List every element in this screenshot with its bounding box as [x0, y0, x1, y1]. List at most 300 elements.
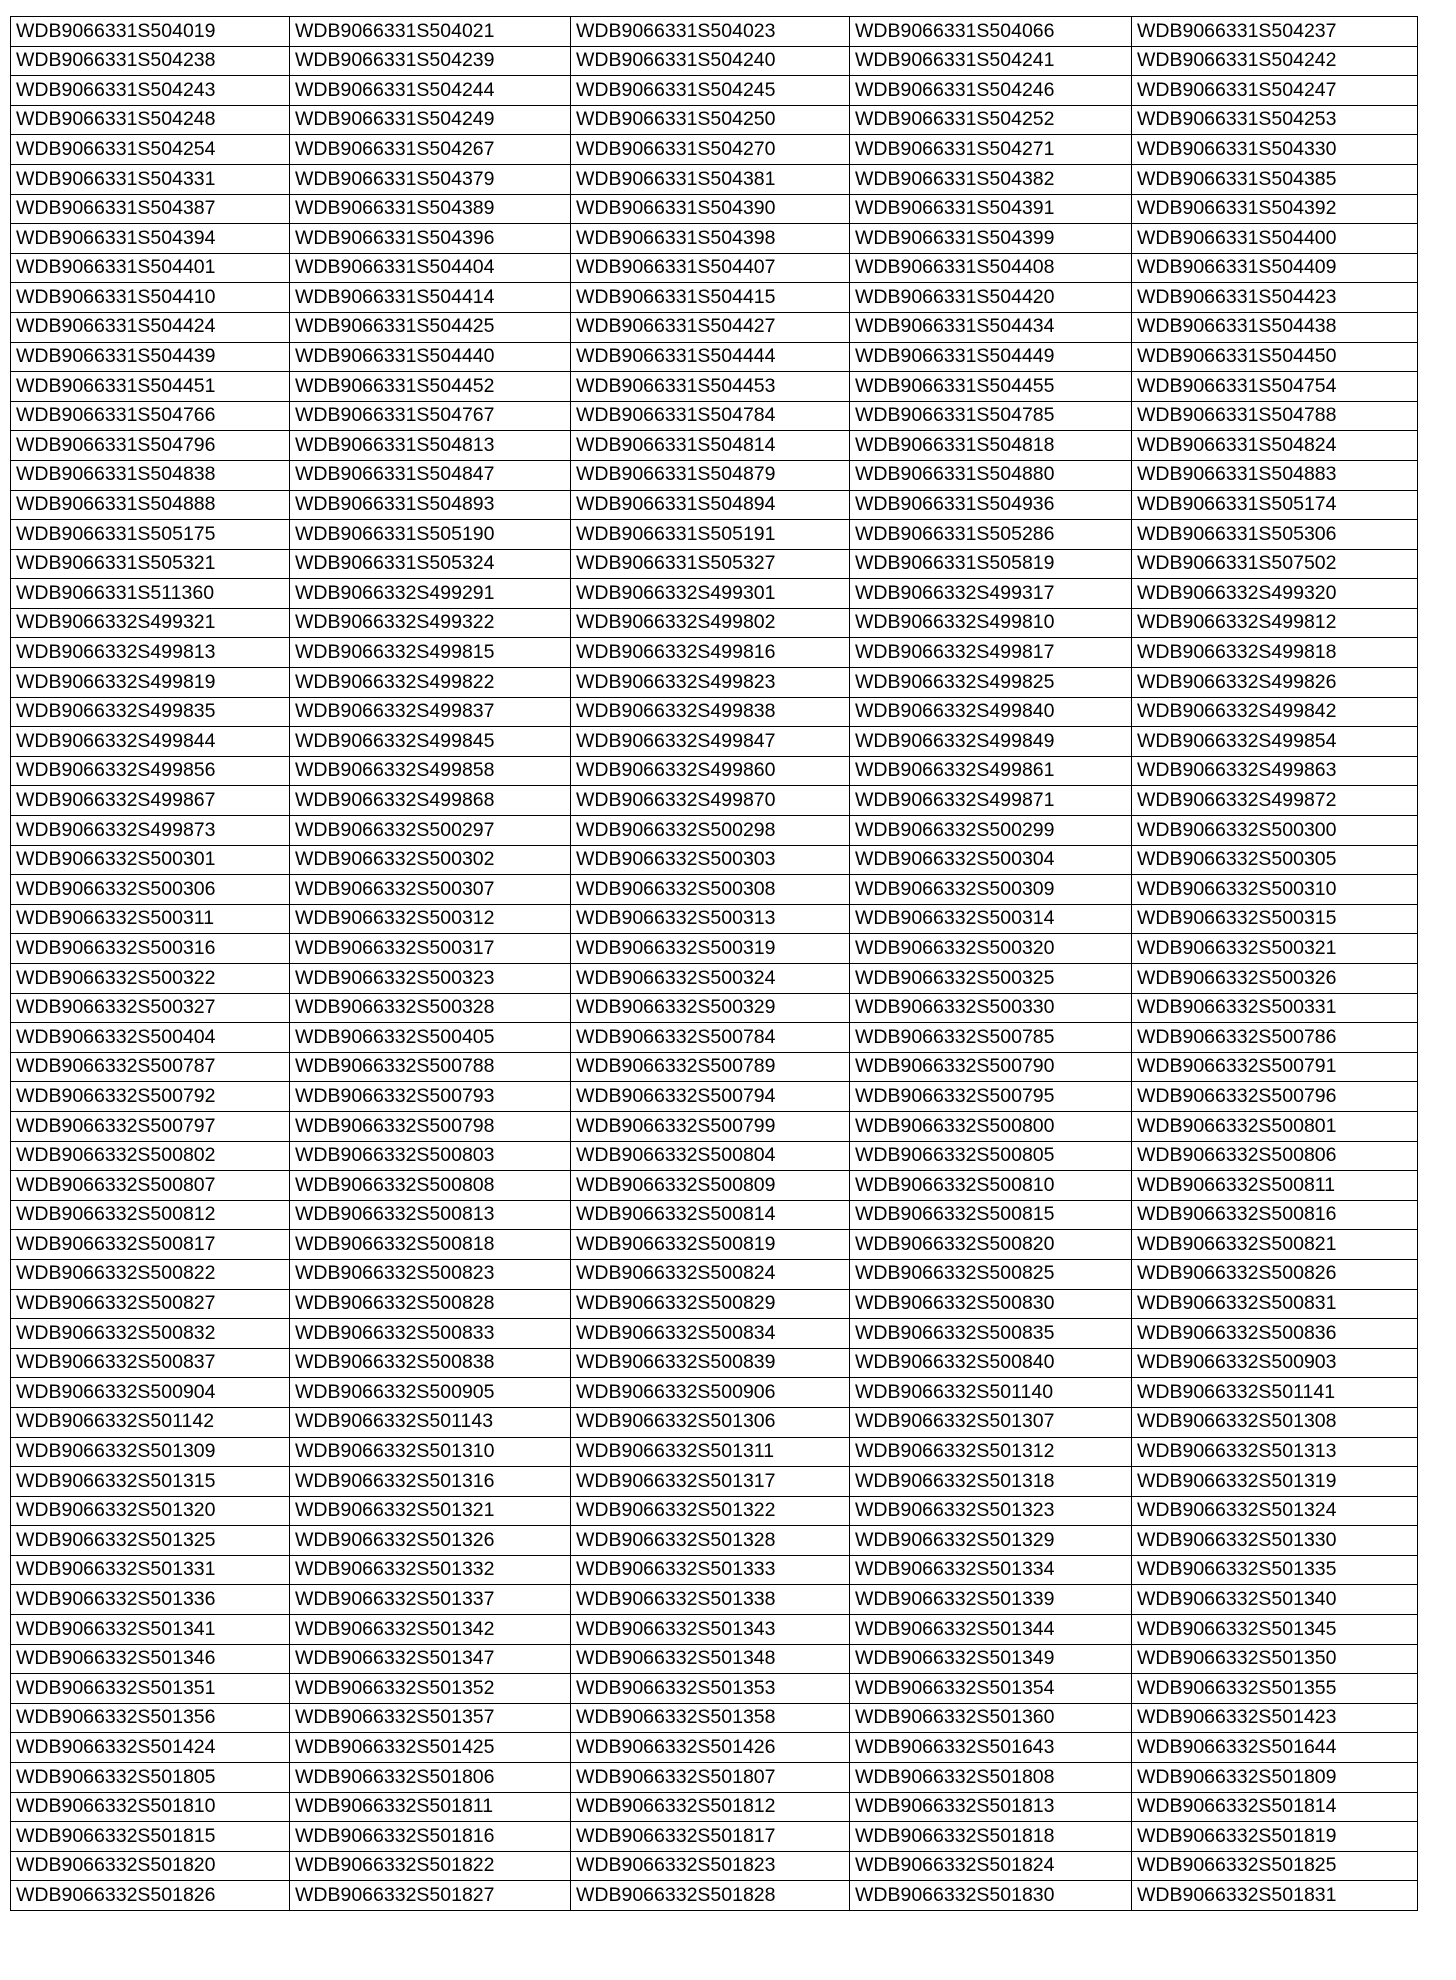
table-row	[11, 1437, 1418, 1467]
vin-cell: WDB9066332S501343	[571, 1615, 850, 1645]
vin-cell: WDB9066332S501356	[11, 1703, 290, 1733]
vin-cell: WDB9066331S504331	[11, 164, 290, 194]
vin-cell: WDB9066332S501812	[571, 1792, 850, 1822]
vin-cell: WDB9066332S501822	[290, 1851, 571, 1881]
vin-cell: WDB9066332S499838	[571, 697, 850, 727]
table-row	[11, 579, 1418, 609]
vin-cell: WDB9066331S504888	[11, 490, 290, 520]
vin-cell: WDB9066331S504244	[290, 76, 571, 106]
vin-cell: WDB9066332S500309	[850, 875, 1132, 905]
vin-cell: WDB9066332S500784	[571, 1023, 850, 1053]
vin-cell: WDB9066331S505191	[571, 520, 850, 550]
table-row	[11, 1141, 1418, 1171]
vin-cell: WDB9066331S504414	[290, 283, 571, 313]
vin-cell: WDB9066332S499873	[11, 816, 290, 846]
vin-cell: WDB9066332S499825	[850, 668, 1132, 698]
vin-cell: WDB9066332S501349	[850, 1644, 1132, 1674]
vin-cell: WDB9066332S500838	[290, 1348, 571, 1378]
table-row	[11, 1792, 1418, 1822]
vin-cell: WDB9066331S505190	[290, 520, 571, 550]
vin-cell: WDB9066332S499813	[11, 638, 290, 668]
table-row	[11, 164, 1418, 194]
vin-cell: WDB9066331S504451	[11, 372, 290, 402]
vin-cell: WDB9066331S504066	[850, 17, 1132, 47]
table-row	[11, 993, 1418, 1023]
vin-cell: WDB9066331S504396	[290, 224, 571, 254]
vin-cell: WDB9066332S501323	[850, 1496, 1132, 1526]
vin-cell: WDB9066332S499321	[11, 608, 290, 638]
vin-cell: WDB9066332S501318	[850, 1467, 1132, 1497]
vin-cell: WDB9066332S501328	[571, 1526, 850, 1556]
vin-cell: WDB9066332S501815	[11, 1822, 290, 1852]
vin-cell: WDB9066331S504767	[290, 401, 571, 431]
vin-cell: WDB9066331S504267	[290, 135, 571, 165]
vin-cell: WDB9066331S504754	[1132, 372, 1418, 402]
vin-cell: WDB9066331S504785	[850, 401, 1132, 431]
table-row	[11, 1881, 1418, 1911]
vin-cell: WDB9066331S504407	[571, 253, 850, 283]
vin-cell: WDB9066331S504399	[850, 224, 1132, 254]
vin-cell: WDB9066331S504838	[11, 460, 290, 490]
table-row	[11, 283, 1418, 313]
vin-cell: WDB9066331S504391	[850, 194, 1132, 224]
vin-cell: WDB9066331S504250	[571, 105, 850, 135]
vin-cell: WDB9066332S500405	[290, 1023, 571, 1053]
table-row	[11, 1526, 1418, 1556]
vin-cell: WDB9066332S500819	[571, 1230, 850, 1260]
vin-cell: WDB9066332S500788	[290, 1052, 571, 1082]
vin-cell: WDB9066332S500827	[11, 1289, 290, 1319]
vin-cell: WDB9066332S499317	[850, 579, 1132, 609]
vin-cell: WDB9066332S501319	[1132, 1467, 1418, 1497]
vin-cell: WDB9066331S505327	[571, 549, 850, 579]
vin-cell: WDB9066332S500329	[571, 993, 850, 1023]
vin-cell: WDB9066332S501333	[571, 1555, 850, 1585]
vin-cell: WDB9066332S501816	[290, 1822, 571, 1852]
table-row	[11, 727, 1418, 757]
vin-cell: WDB9066332S501324	[1132, 1496, 1418, 1526]
vin-cell: WDB9066332S500321	[1132, 934, 1418, 964]
vin-cell: WDB9066332S501805	[11, 1763, 290, 1793]
vin-cell: WDB9066331S505174	[1132, 490, 1418, 520]
vin-cell: WDB9066332S499861	[850, 756, 1132, 786]
vin-cell: WDB9066332S500807	[11, 1171, 290, 1201]
vin-cell: WDB9066332S501346	[11, 1644, 290, 1674]
vin-cell: WDB9066332S501354	[850, 1674, 1132, 1704]
vin-cell: WDB9066331S504424	[11, 312, 290, 342]
vin-cell: WDB9066331S504796	[11, 431, 290, 461]
vin-cell: WDB9066332S500905	[290, 1378, 571, 1408]
vin-cell: WDB9066331S504894	[571, 490, 850, 520]
table-row	[11, 1111, 1418, 1141]
vin-cell: WDB9066332S501339	[850, 1585, 1132, 1615]
vin-cell: WDB9066332S501811	[290, 1792, 571, 1822]
table-row	[11, 845, 1418, 875]
vin-cell: WDB9066331S504246	[850, 76, 1132, 106]
vin-cell: WDB9066332S500815	[850, 1200, 1132, 1230]
vin-cell: WDB9066331S504248	[11, 105, 290, 135]
vin-cell: WDB9066332S500794	[571, 1082, 850, 1112]
vin-cell: WDB9066331S504847	[290, 460, 571, 490]
vin-cell: WDB9066332S500829	[571, 1289, 850, 1319]
vin-cell: WDB9066331S504330	[1132, 135, 1418, 165]
table-row	[11, 964, 1418, 994]
vin-cell: WDB9066332S500314	[850, 904, 1132, 934]
vin-cell: WDB9066332S501331	[11, 1555, 290, 1585]
vin-cell: WDB9066331S504427	[571, 312, 850, 342]
table-row	[11, 372, 1418, 402]
vin-cell: WDB9066332S499320	[1132, 579, 1418, 609]
vin-cell: WDB9066332S499871	[850, 786, 1132, 816]
vin-cell: WDB9066332S499842	[1132, 697, 1418, 727]
vin-cell: WDB9066332S501820	[11, 1851, 290, 1881]
vin-cell: WDB9066332S501334	[850, 1555, 1132, 1585]
vin-cell: WDB9066332S500800	[850, 1111, 1132, 1141]
table-row	[11, 756, 1418, 786]
table-row	[11, 253, 1418, 283]
vin-cell: WDB9066332S501813	[850, 1792, 1132, 1822]
vin-cell: WDB9066331S504239	[290, 46, 571, 76]
table-row	[11, 1319, 1418, 1349]
table-row	[11, 105, 1418, 135]
vin-cell: WDB9066332S500298	[571, 816, 850, 846]
vin-cell: WDB9066332S500330	[850, 993, 1132, 1023]
vin-cell: WDB9066332S501140	[850, 1378, 1132, 1408]
vin-cell: WDB9066332S500786	[1132, 1023, 1418, 1053]
vin-cell: WDB9066332S501643	[850, 1733, 1132, 1763]
vin-cell: WDB9066332S500327	[11, 993, 290, 1023]
vin-cell: WDB9066331S504408	[850, 253, 1132, 283]
vin-cell: WDB9066332S501823	[571, 1851, 850, 1881]
table-row	[11, 1171, 1418, 1201]
vin-cell: WDB9066331S504439	[11, 342, 290, 372]
vin-cell: WDB9066332S500811	[1132, 1171, 1418, 1201]
table-row	[11, 1822, 1418, 1852]
vin-cell: WDB9066332S501807	[571, 1763, 850, 1793]
vin-cell: WDB9066332S501337	[290, 1585, 571, 1615]
vin-cell: WDB9066332S501819	[1132, 1822, 1418, 1852]
vin-cell: WDB9066332S500799	[571, 1111, 850, 1141]
vin-cell: WDB9066332S500802	[11, 1141, 290, 1171]
vin-cell: WDB9066332S499872	[1132, 786, 1418, 816]
vin-cell: WDB9066332S501425	[290, 1733, 571, 1763]
table-row	[11, 1082, 1418, 1112]
vin-cell: WDB9066331S504818	[850, 431, 1132, 461]
vin-cell: WDB9066332S500835	[850, 1319, 1132, 1349]
vin-cell: WDB9066332S500821	[1132, 1230, 1418, 1260]
table-row	[11, 1467, 1418, 1497]
vin-cell: WDB9066332S499817	[850, 638, 1132, 668]
vin-cell: WDB9066332S501423	[1132, 1703, 1418, 1733]
table-row	[11, 608, 1418, 638]
vin-cell: WDB9066332S500820	[850, 1230, 1132, 1260]
vin-cell: WDB9066332S500808	[290, 1171, 571, 1201]
vin-cell: WDB9066332S500297	[290, 816, 571, 846]
vin-cell: WDB9066332S499870	[571, 786, 850, 816]
vin-cell: WDB9066332S500316	[11, 934, 290, 964]
vin-cell: WDB9066332S500806	[1132, 1141, 1418, 1171]
vin-cell: WDB9066332S500326	[1132, 964, 1418, 994]
vin-cell: WDB9066331S507502	[1132, 549, 1418, 579]
vin-cell: WDB9066332S499845	[290, 727, 571, 757]
table-row	[11, 697, 1418, 727]
vin-cell: WDB9066331S504021	[290, 17, 571, 47]
vin-cell: WDB9066331S504420	[850, 283, 1132, 313]
vin-cell: WDB9066332S500834	[571, 1319, 850, 1349]
vin-cell: WDB9066331S504252	[850, 105, 1132, 135]
vin-cell: WDB9066332S500813	[290, 1200, 571, 1230]
vin-cell: WDB9066332S500836	[1132, 1319, 1418, 1349]
vin-cell: WDB9066332S499854	[1132, 727, 1418, 757]
vin-cell: WDB9066332S500312	[290, 904, 571, 934]
vin-cell: WDB9066331S504019	[11, 17, 290, 47]
vin-cell: WDB9066332S501317	[571, 1467, 850, 1497]
vin-cell: WDB9066332S499810	[850, 608, 1132, 638]
vin-cell: WDB9066332S500828	[290, 1289, 571, 1319]
vin-cell: WDB9066332S500404	[11, 1023, 290, 1053]
vin-cell: WDB9066331S505175	[11, 520, 290, 550]
vin-cell: WDB9066332S500787	[11, 1052, 290, 1082]
vin-cell: WDB9066332S499802	[571, 608, 850, 638]
table-row	[11, 1348, 1418, 1378]
vin-cell: WDB9066331S504880	[850, 460, 1132, 490]
table-row	[11, 1230, 1418, 1260]
vin-cell: WDB9066332S500308	[571, 875, 850, 905]
vin-cell: WDB9066332S499837	[290, 697, 571, 727]
vin-cell: WDB9066331S504814	[571, 431, 850, 461]
vin-cell: WDB9066331S504237	[1132, 17, 1418, 47]
vin-cell: WDB9066331S504400	[1132, 224, 1418, 254]
vin-cell: WDB9066332S501831	[1132, 1881, 1418, 1911]
vin-cell: WDB9066332S501320	[11, 1496, 290, 1526]
vin-cell: WDB9066331S504271	[850, 135, 1132, 165]
vin-cell: WDB9066331S504401	[11, 253, 290, 283]
vin-cell: WDB9066332S500305	[1132, 845, 1418, 875]
vin-cell: WDB9066332S500796	[1132, 1082, 1418, 1112]
vin-cell: WDB9066331S504392	[1132, 194, 1418, 224]
vin-cell: WDB9066331S504936	[850, 490, 1132, 520]
table-row	[11, 1259, 1418, 1289]
vin-cell: WDB9066332S501326	[290, 1526, 571, 1556]
vin-cell: WDB9066332S500317	[290, 934, 571, 964]
vin-cell: WDB9066332S500313	[571, 904, 850, 934]
table-row	[11, 934, 1418, 964]
vin-cell: WDB9066332S500331	[1132, 993, 1418, 1023]
vin-cell: WDB9066331S504444	[571, 342, 850, 372]
vin-cell: WDB9066332S499847	[571, 727, 850, 757]
vin-cell: WDB9066332S500803	[290, 1141, 571, 1171]
vin-cell: WDB9066332S500817	[11, 1230, 290, 1260]
vin-cell: WDB9066332S501345	[1132, 1615, 1418, 1645]
vin-cell: WDB9066332S500324	[571, 964, 850, 994]
vin-cell: WDB9066332S501340	[1132, 1585, 1418, 1615]
vin-cell: WDB9066331S504385	[1132, 164, 1418, 194]
vin-cell: WDB9066332S501330	[1132, 1526, 1418, 1556]
vin-cell: WDB9066332S499823	[571, 668, 850, 698]
vin-cell: WDB9066332S500301	[11, 845, 290, 875]
vin-cell: WDB9066331S504379	[290, 164, 571, 194]
vin-cell: WDB9066332S500798	[290, 1111, 571, 1141]
vin-cell: WDB9066332S501806	[290, 1763, 571, 1793]
vin-cell: WDB9066332S500310	[1132, 875, 1418, 905]
vin-cell: WDB9066332S500812	[11, 1200, 290, 1230]
vin-cell: WDB9066332S500300	[1132, 816, 1418, 846]
vin-cell: WDB9066332S499835	[11, 697, 290, 727]
vin-cell: WDB9066332S501335	[1132, 1555, 1418, 1585]
vin-cell: WDB9066332S501321	[290, 1496, 571, 1526]
vin-cell: WDB9066332S500320	[850, 934, 1132, 964]
table-row	[11, 1555, 1418, 1585]
vin-cell: WDB9066331S504449	[850, 342, 1132, 372]
vin-cell: WDB9066332S501141	[1132, 1378, 1418, 1408]
table-row	[11, 194, 1418, 224]
vin-cell: WDB9066332S501828	[571, 1881, 850, 1911]
vin-cell: WDB9066331S504455	[850, 372, 1132, 402]
vin-cell: WDB9066331S504404	[290, 253, 571, 283]
vin-cell: WDB9066332S499322	[290, 608, 571, 638]
vin-cell: WDB9066332S500792	[11, 1082, 290, 1112]
vin-cell: WDB9066332S501824	[850, 1851, 1132, 1881]
vin-cell: WDB9066332S500832	[11, 1319, 290, 1349]
vin-cell: WDB9066332S500809	[571, 1171, 850, 1201]
vin-cell: WDB9066332S500824	[571, 1259, 850, 1289]
vin-cell: WDB9066332S500903	[1132, 1348, 1418, 1378]
vin-cell: WDB9066332S500323	[290, 964, 571, 994]
vin-cell: WDB9066332S499858	[290, 756, 571, 786]
vin-cell: WDB9066331S505286	[850, 520, 1132, 550]
table-row	[11, 1851, 1418, 1881]
vin-cell: WDB9066331S505819	[850, 549, 1132, 579]
vin-cell: WDB9066332S500906	[571, 1378, 850, 1408]
vin-cell: WDB9066332S500795	[850, 1082, 1132, 1112]
vin-cell: WDB9066331S504784	[571, 401, 850, 431]
vin-cell: WDB9066332S499868	[290, 786, 571, 816]
vin-cell: WDB9066331S504243	[11, 76, 290, 106]
vin-cell: WDB9066332S500797	[11, 1111, 290, 1141]
vin-cell: WDB9066332S501344	[850, 1615, 1132, 1645]
table-row	[11, 1407, 1418, 1437]
table-row	[11, 875, 1418, 905]
table-row	[11, 1674, 1418, 1704]
vin-cell: WDB9066331S504434	[850, 312, 1132, 342]
vin-cell: WDB9066331S504450	[1132, 342, 1418, 372]
vin-cell: WDB9066332S501309	[11, 1437, 290, 1467]
vin-cell: WDB9066331S504245	[571, 76, 850, 106]
vin-cell: WDB9066332S500789	[571, 1052, 850, 1082]
vin-cell: WDB9066332S501143	[290, 1407, 571, 1437]
vin-cell: WDB9066332S501351	[11, 1674, 290, 1704]
vin-cell: WDB9066331S504452	[290, 372, 571, 402]
table-row	[11, 401, 1418, 431]
vin-cell: WDB9066331S504242	[1132, 46, 1418, 76]
vin-cell: WDB9066332S501825	[1132, 1851, 1418, 1881]
vin-cell: WDB9066332S500299	[850, 816, 1132, 846]
vin-cell: WDB9066332S500833	[290, 1319, 571, 1349]
vin-cell: WDB9066331S504788	[1132, 401, 1418, 431]
table-row	[11, 1763, 1418, 1793]
vin-cell: WDB9066332S500325	[850, 964, 1132, 994]
vin-cell: WDB9066331S504893	[290, 490, 571, 520]
vin-cell: WDB9066332S501826	[11, 1881, 290, 1911]
table-row	[11, 904, 1418, 934]
vin-cell: WDB9066331S504241	[850, 46, 1132, 76]
table-row	[11, 76, 1418, 106]
vin-cell: WDB9066332S500801	[1132, 1111, 1418, 1141]
vin-cell: WDB9066331S504415	[571, 283, 850, 313]
vin-cell: WDB9066332S499815	[290, 638, 571, 668]
vin-cell: WDB9066332S501353	[571, 1674, 850, 1704]
vin-cell: WDB9066332S500818	[290, 1230, 571, 1260]
vin-cell: WDB9066332S501827	[290, 1881, 571, 1911]
vin-cell: WDB9066332S499818	[1132, 638, 1418, 668]
vin-cell: WDB9066332S500791	[1132, 1052, 1418, 1082]
table-row	[11, 1052, 1418, 1082]
table-row	[11, 1200, 1418, 1230]
vin-cell: WDB9066331S504387	[11, 194, 290, 224]
vin-cell: WDB9066332S500322	[11, 964, 290, 994]
vin-cell: WDB9066331S505306	[1132, 520, 1418, 550]
vin-cell: WDB9066331S504410	[11, 283, 290, 313]
table-row	[11, 816, 1418, 846]
table-row	[11, 1496, 1418, 1526]
vin-cell: WDB9066332S500790	[850, 1052, 1132, 1082]
table-row	[11, 1289, 1418, 1319]
vin-cell: WDB9066332S500303	[571, 845, 850, 875]
table-row	[11, 312, 1418, 342]
vin-cell: WDB9066332S500315	[1132, 904, 1418, 934]
vin-cell: WDB9066332S501810	[11, 1792, 290, 1822]
vin-cell: WDB9066332S499812	[1132, 608, 1418, 638]
vin-cell: WDB9066332S500830	[850, 1289, 1132, 1319]
vin-cell: WDB9066331S504249	[290, 105, 571, 135]
vin-cell: WDB9066332S500810	[850, 1171, 1132, 1201]
vin-cell: WDB9066331S504238	[11, 46, 290, 76]
vin-cell: WDB9066332S499291	[290, 579, 571, 609]
vin-cell: WDB9066332S500311	[11, 904, 290, 934]
vin-cell: WDB9066331S504438	[1132, 312, 1418, 342]
vin-cell: WDB9066332S501814	[1132, 1792, 1418, 1822]
vin-cell: WDB9066332S501306	[571, 1407, 850, 1437]
vin-cell: WDB9066332S501311	[571, 1437, 850, 1467]
vin-cell: WDB9066332S501424	[11, 1733, 290, 1763]
vin-cell: WDB9066332S500306	[11, 875, 290, 905]
vin-cell: WDB9066332S501310	[290, 1437, 571, 1467]
table-row	[11, 460, 1418, 490]
vin-cell: WDB9066332S501307	[850, 1407, 1132, 1437]
table-row	[11, 549, 1418, 579]
vin-cell: WDB9066331S504389	[290, 194, 571, 224]
vin-cell: WDB9066332S500840	[850, 1348, 1132, 1378]
table-row	[11, 1378, 1418, 1408]
vin-cell: WDB9066331S504394	[11, 224, 290, 254]
table-row	[11, 135, 1418, 165]
vin-cell: WDB9066332S501358	[571, 1703, 850, 1733]
vin-cell: WDB9066331S504240	[571, 46, 850, 76]
vin-cell: WDB9066332S500304	[850, 845, 1132, 875]
vin-cell: WDB9066332S501142	[11, 1407, 290, 1437]
table-row	[11, 1615, 1418, 1645]
vin-cell: WDB9066331S511360	[11, 579, 290, 609]
vin-cell: WDB9066331S504824	[1132, 431, 1418, 461]
table-row	[11, 1585, 1418, 1615]
vin-cell: WDB9066332S500839	[571, 1348, 850, 1378]
vin-cell: WDB9066332S499849	[850, 727, 1132, 757]
vin-cell: WDB9066331S505321	[11, 549, 290, 579]
vin-cell: WDB9066332S500328	[290, 993, 571, 1023]
vin-cell: WDB9066331S505324	[290, 549, 571, 579]
table-row	[11, 1733, 1418, 1763]
vin-cell: WDB9066332S499840	[850, 697, 1132, 727]
